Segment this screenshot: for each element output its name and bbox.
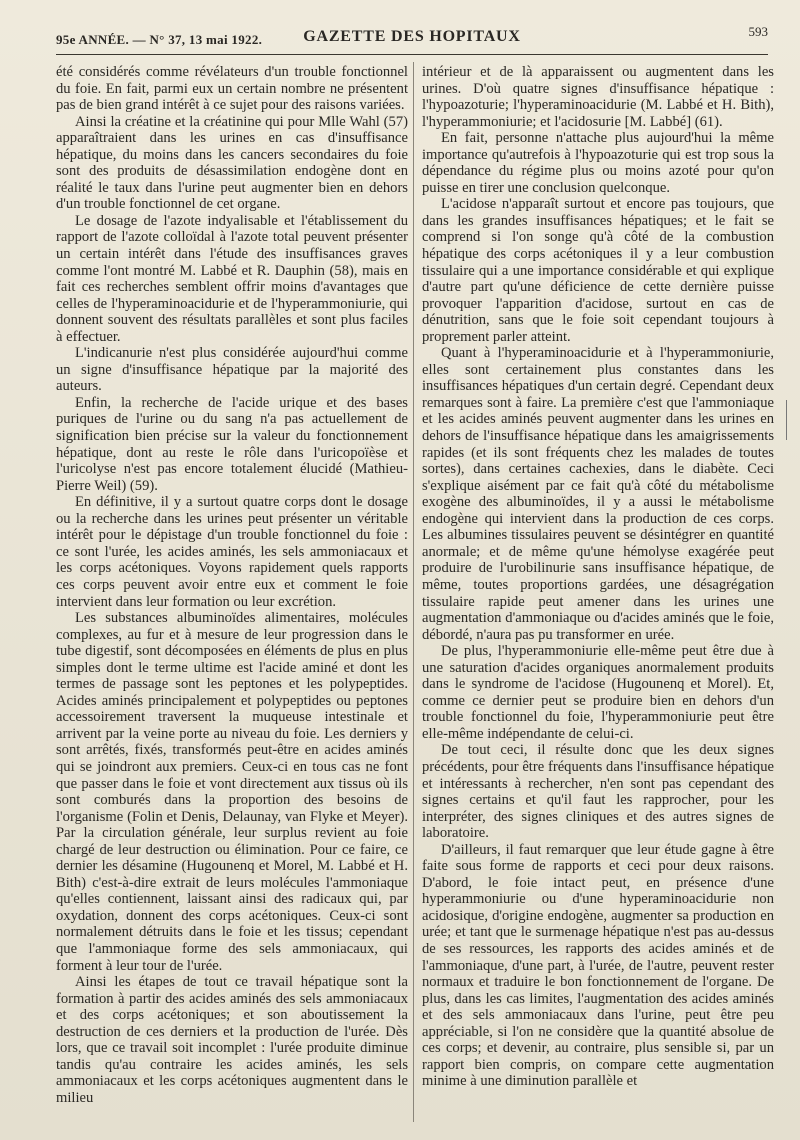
header-rule bbox=[56, 54, 768, 55]
column-divider bbox=[413, 62, 414, 1122]
publication-title: GAZETTE DES HOPITAUX bbox=[303, 28, 521, 45]
paragraph: Le dosage de l'azote indyalisable et l'établissement du rapport de l'azote colloïdal à l'azote total peuvent présenter un certain intérêt dans l'étude des insuffisances graves comme l'ont montré M. Labbé et R. Dauphin (58), mais en fait ces recherches semblent offrir moins d'avantages que celles de l'hyperaminoacidurie et de l'hyperammoniurie, qui donnent souvent des résultats parallèles et sont plus faciles à effectuer. bbox=[56, 212, 408, 345]
issue-info: 95e ANNÉE. — N° 37, 13 mai 1922. bbox=[56, 32, 263, 47]
paragraph: Ainsi la créatine et la créatinine qui pour Mlle Wahl (57) apparaîtraient dans les urines en cas d'insuffisance hépatique, du moins dans les cancers secondaires du foie sont des produits de désassimilation endogène dont en réalité le taux dans l'urine peut augmenter bien en dehors d'un trouble fonctionnel de cet organe. bbox=[56, 113, 408, 213]
paragraph: En définitive, il y a surtout quatre corps dont le dosage ou la recherche dans les urines peut présenter un véritable intérêt pour le dépistage d'un trouble fonctionnel du foie : ce sont l'urée, les acides aminés, les sels ammoniacaux et les corps acétoniques. Voyons rapidement quels rapports ces corps peuvent avoir entre eux et comment le foie intervient dans leur formation ou leur excrétion. bbox=[56, 494, 408, 610]
page-number: 593 bbox=[748, 24, 768, 39]
right-column bbox=[422, 64, 774, 1090]
page-header bbox=[56, 22, 768, 52]
paragraph: été considérés comme révélateurs d'un trouble fonctionnel du foie. En fait, parmi eux un certain nombre ne présentent pas de bien grand intérêt à ce sujet pour des raisons variées. bbox=[56, 64, 408, 114]
paragraph: D'ailleurs, il faut remarquer que leur étude gagne à être faite sous forme de rapports et ceci pour deux raisons. D'abord, le foie intact peut, en présence d'une hyperammoniurie ou d'une hyperaminoacidurie non acidosique, d'origine endogène, augmenter sa production en urée; et tant que le surmenage hépatique n'est pas au-dessus de ses ressources, les rapports des acides aminés et de l'ammoniaque, d'une part, à l'urée, de l'autre, peuvent rester normaux et traduire le bon fonctionnement de l'organe. De plus, dans les cas limites, l'augmentation des acides aminés et des sels ammoniacaux dans l'urine, peut être peu appréciable, si l'on ne considère que la quantité absolue de ces corps; et devenir, au contraire, plus sensible si, par un rapport bien compris, on compare cette augmentation minime à une diminution parallèle et bbox=[422, 841, 774, 1090]
paragraph: Les substances albuminoïdes alimentaires, molécules complexes, au fur et à mesure de leur progression dans le tube digestif, sont décomposées en éléments de plus en plus simples dont le terme ultime est l'acide aminé et dont les termes de passage sont les peptones et les polypeptides. Acides aminés principalement et polypeptides ou peptones accessoirement traversent la muqueuse intestinale et arrivent par la veine porte au niveau du foie. Les derniers y sont arrêtés, fixés, transformés peut-être en acides aminés qui se joindront aux premiers. Ceux-ci en tous cas ne font que passer dans le foie et vont directement aux tissus où ils sont comburés dans la proportion des besoins de l'organisme (Folin et Denis, Delaunay, van Flyke et Meyer). Par la circulation générale, leur surplus revient au foie chargé de leur destruction ou élimination. Pour ce faire, ce dernier les désamine (Hugounenq et Morel, M. Labbé et H. Bith) c'est-à-dire extrait de leurs molécules l'ammoniaque qu'elles contiennent, laissant ainsi des radicaux qui, par oxydation, donnent des corps acétoniques. Ceux-ci sont normalement détruits dans le foie et les tissus; cependant que l'ammoniaque forme des sels ammoniacaux, qui forment à leur tour de l'urée. bbox=[56, 610, 408, 974]
paragraph: Ainsi les étapes de tout ce travail hépatique sont la formation à partir des acides aminés des sels ammoniacaux et des corps acétoniques; et son aboutissement la destruction de ces derniers et la production de l'urée. Dès lors, que ce travail soit incomplet : l'urée produite diminue tandis qu'au contraire les acides aminés, les sels ammoniacaux et les corps acétoniques augmentent dans le milieu bbox=[56, 974, 408, 1106]
paragraph: En fait, personne n'attache plus aujourd'hui la même importance qu'autrefois à l'hypoazoturie qui est trop sous la dépendance du régime plus ou moins azoté pour qu'on puisse en tirer une conclusion quelconque. bbox=[422, 130, 774, 196]
margin-mark bbox=[786, 400, 797, 440]
paragraph: L'indicanurie n'est plus considérée aujourd'hui comme un signe d'insuffisance hépatique par la majorité des auteurs. bbox=[56, 345, 408, 395]
paragraph: intérieur et de là apparaissent ou augmentent dans les urines. D'où quatre signes d'insuffisance hépatique : l'hypoazoturie; l'hyperaminoacidurie (M. Labbé et H. Bith), l'hyperammoniurie; et l'acidosurie [M. Labbé] (61). bbox=[422, 64, 774, 130]
paragraph: De tout ceci, il résulte donc que les deux signes précédents, pour être fréquents dans l'insuffisance hépatique et intéressants à rechercher, n'en sont pas cependant des signes certains et qu'il faut les rapprocher, pour les interpréter, des signes cliniques et des autres signes de laboratoire. bbox=[422, 742, 774, 842]
left-column bbox=[56, 64, 408, 1106]
paragraph: De plus, l'hyperammoniurie elle-même peut être due à une saturation d'acides organiques anormalement produits dans le syndrome de l'acidose (Hugounenq et Morel). Et, comme ce dernier peut se produire bien en dehors d'un trouble fonctionnel du foie, l'hyperammoniurie peut être elle-même indépendante de celui-ci. bbox=[422, 643, 774, 742]
paragraph: Enfin, la recherche de l'acide urique et des bases puriques de l'urine ou du sang n'a pas actuellement de signification bien précise sur la valeur du fonctionnement hépatique, dont au reste le rôle dans l'uricopoïèse et l'uricolyse n'est pas encore totalement élucidé (Mathieu-Pierre Weil) (59). bbox=[56, 394, 408, 494]
paragraph: Quant à l'hyperaminoacidurie et à l'hyperammoniurie, elles sont certainement plus constantes dans les insuffisances hépatiques d'un certain degré. Cependant deux remarques sont à faire. La première c'est que l'ammoniaque et les acides aminés peuvent augmenter dans les urines en dehors de l'insuffisance hépatique dans les amaigrissements rapides (et ils sont fréquents chez les malades de toutes sortes), dans certaines cachexies, dans le diabète. Ceci s'explique aisément par ce fait qu'à côté du métabolisme exogène des albuminoïdes, il y a aussi le métabolisme endogène qui intervient dans la production de ces corps. Les albumines tissulaires peuvent se désintégrer en quantité anormale; et de même qu'une hémolyse exagérée peut produire de l'urobilinurie sans insuffisance hépatique, de même, toutes proportions gardées, une désagrégation tissulaire rapide peut amener dans les urines une augmentation d'ammoniaque ou d'acides aminés que le foie, débordé, n'aura pas pu transformer en urée. bbox=[422, 345, 774, 643]
paragraph: L'acidose n'apparaît surtout et encore pas toujours, que dans les grandes insuffisances hépatiques; et le fait se comprend si l'on songe qu'à côté de la combustion hépatique des corps acétoniques il y a leur combustion tissulaire qui a une importance considérable et qui explique d'autre part qu'une déficience de cette dernière puisse provoquer l'apparition d'acidose, surtout en cas de dénutrition, sans que le foie soit cependant toujours à proprement parler atteint. bbox=[422, 196, 774, 345]
